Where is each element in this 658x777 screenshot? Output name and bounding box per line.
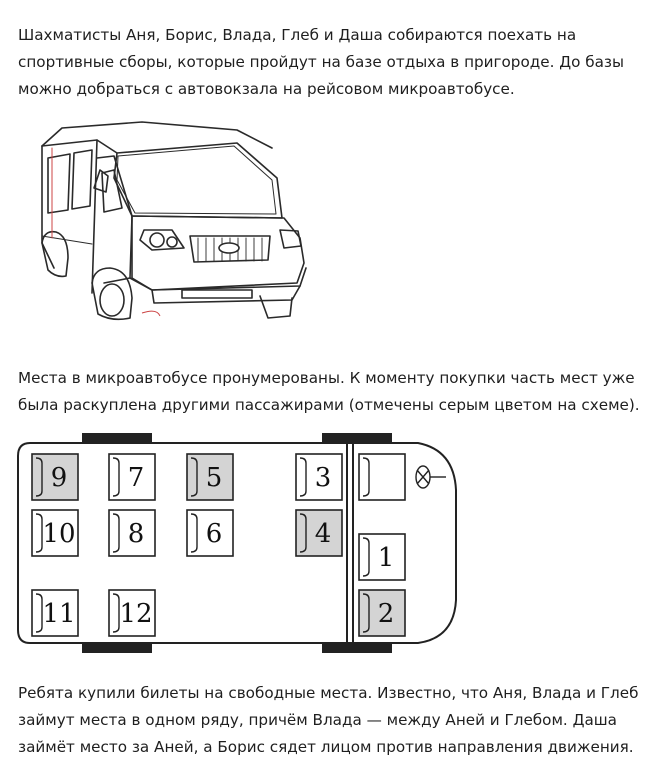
intro-paragraph: Шахматисты Аня, Борис, Влада, Глеб и Даша собираются поехать на спортивные сборы, которые пройдут на базе отдыха в пригороде. До базы можно добраться с автовокзала на рейсовом микроавтобусе. [18, 26, 624, 98]
minibus-illustration [22, 118, 312, 323]
wheel-bar [82, 433, 152, 443]
seat-number: 8 [127, 519, 145, 549]
seat-9 [32, 454, 78, 500]
seat-10 [32, 510, 78, 556]
seat-4 [296, 510, 342, 556]
seat-number: 3 [314, 463, 332, 493]
wheel-bar [82, 643, 152, 653]
seat-2 [359, 590, 405, 636]
wheel-bar [322, 643, 392, 653]
seat-number: 11 [42, 599, 76, 629]
seat-number: 2 [377, 599, 395, 629]
seat-11 [32, 590, 78, 636]
seat-number: 6 [205, 519, 223, 549]
seat-scheme [14, 430, 464, 656]
seat-number: 1 [377, 543, 395, 573]
seat-driver [359, 454, 405, 500]
seat-number: 12 [119, 599, 153, 629]
seat-7 [109, 454, 155, 500]
seat-number: 4 [314, 519, 332, 549]
seat-number: 5 [205, 463, 223, 493]
wheel-bar [322, 433, 392, 443]
seat-number: 10 [42, 519, 76, 549]
seat-number: 7 [127, 463, 145, 493]
seat-6 [187, 510, 233, 556]
seat-number: 9 [50, 463, 68, 493]
seat-5 [187, 454, 233, 500]
seats-info-paragraph: Места в микроавтобусе пронумерованы. К моменту покупки часть мест уже была раскуплена другими пассажирами (отмечены серым цветом на схеме). [18, 369, 640, 414]
seat-8 [109, 510, 155, 556]
conditions-paragraph: Ребята купили билеты на свободные места. Известно, что Аня, Влада и Глеб займут места в одном ряду, причём Влада — между Аней и Глебом. Даша займёт место за Аней, а Борис сядет лицом против направления движения. [18, 684, 639, 756]
seat-12 [109, 590, 155, 636]
seat-3 [296, 454, 342, 500]
seat-1 [359, 534, 405, 580]
